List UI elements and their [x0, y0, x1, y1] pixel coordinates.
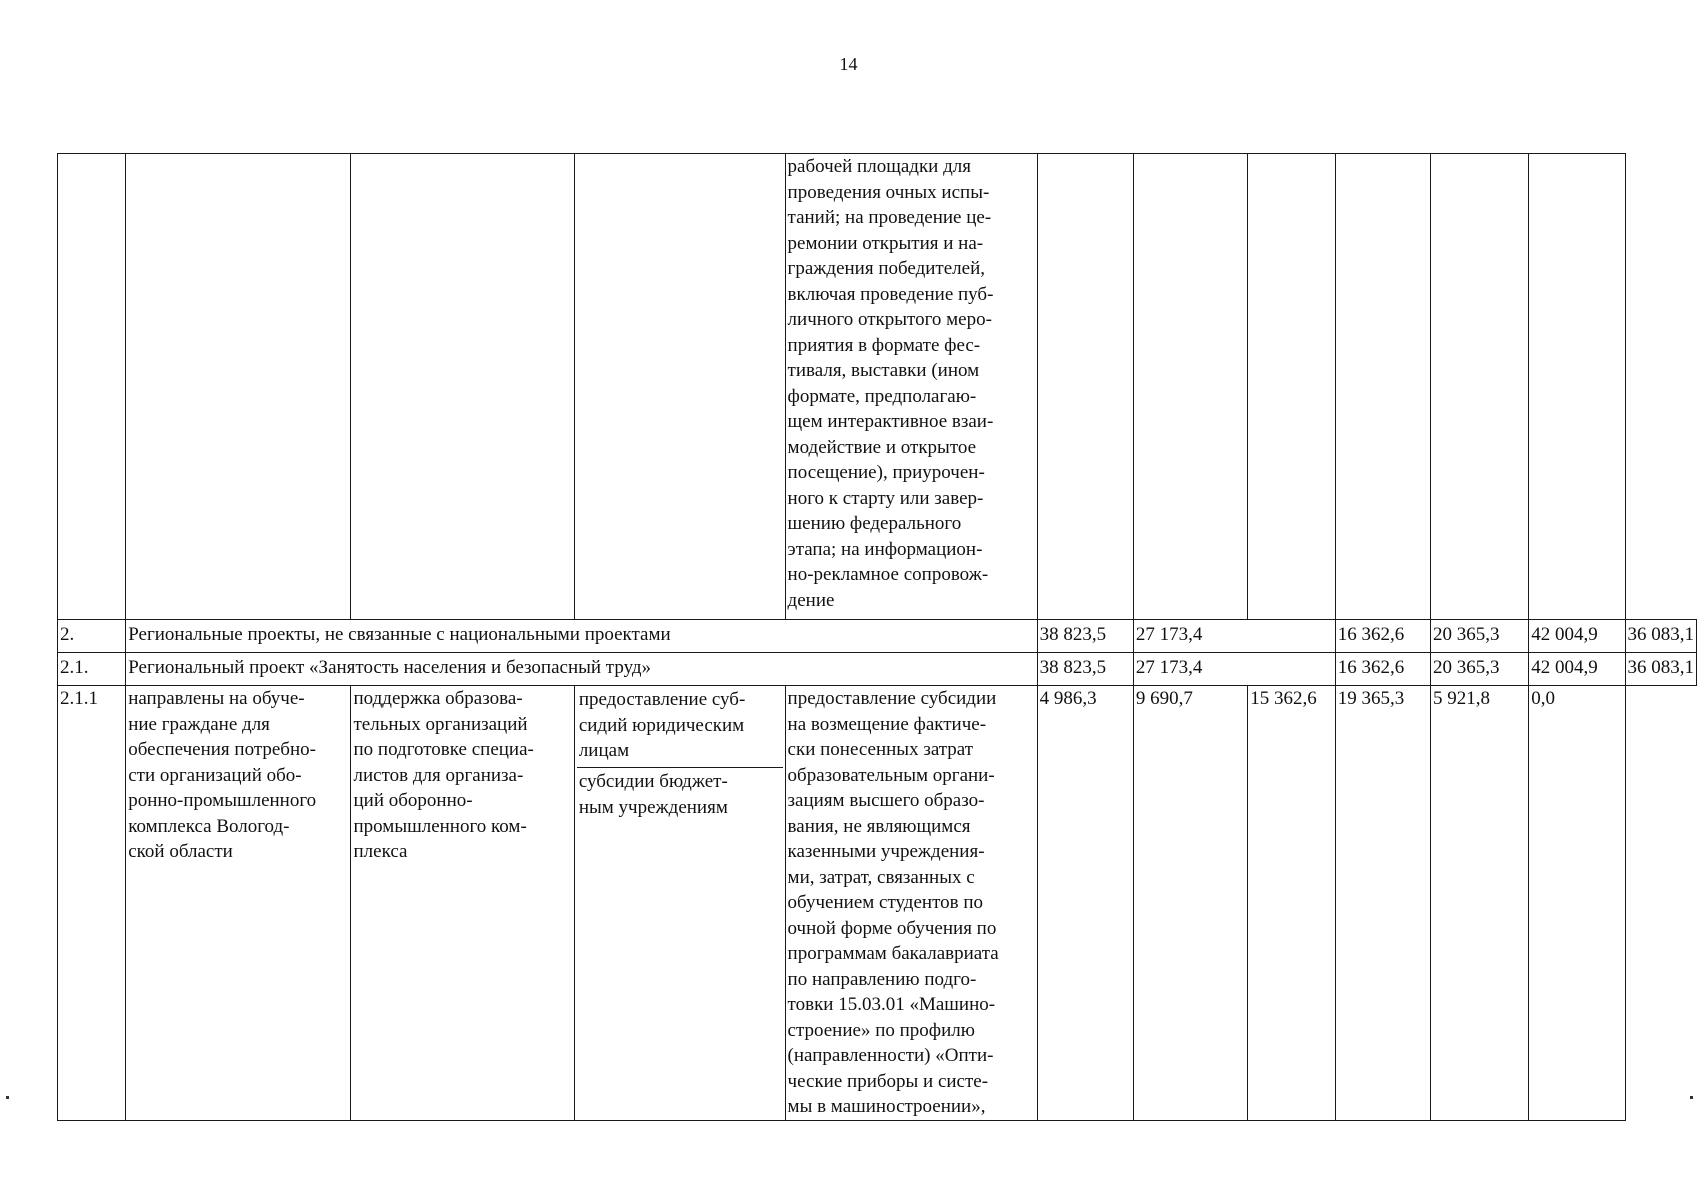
- cell-value: 20 365,3: [1431, 620, 1529, 653]
- cell-num: 2.: [58, 620, 126, 653]
- cell-value: [1133, 154, 1247, 620]
- cell-value: 38 823,5: [1037, 653, 1133, 686]
- cell-description: рабочей площадки для проведения очных испы- таний; на проведение це- ремонии открытия и на- граждения победителей, включая проведение пуб- личного открытого меро- приятия в формате фес- тиваля, выставки (ином формате, предполагаю- щем интерактивное взаи- модействие и открытое посещение), приурочен- ного к старту или завер- шению федерального этапа; на информацион- но-рекламное сопровож- дение: [785, 154, 1037, 620]
- table-row: [58, 154, 1697, 620]
- page-number: 14: [839, 54, 858, 74]
- program-table: [57, 153, 1697, 1121]
- cell-value: 0,0: [1529, 686, 1625, 1121]
- cell-task: поддержка образова- тельных организаций по подготовке специа- листов для организа- ций оборонно- промышленного ком- плекса: [351, 686, 574, 1121]
- table-row-section: [58, 653, 1697, 686]
- cell-value: 19 365,3: [1335, 686, 1430, 1121]
- scan-mark: [6, 1096, 9, 1099]
- cell-value: 42 004,9: [1529, 653, 1625, 686]
- cell-goal: [126, 154, 351, 620]
- cell-num: [58, 154, 126, 620]
- cell-value: [1037, 154, 1133, 620]
- scan-mark: [1690, 1096, 1693, 1099]
- section-title: Региональные проекты, не связанные с национальными проектами: [126, 620, 1037, 653]
- cell-value: [1335, 154, 1430, 620]
- cell-description: предоставление субсидии на возмещение фактиче- ски понесенных затрат образовательным органи- зациям высшего образо- вания, не являющимся казенными учреждения- ми, затрат, связанных с обучением студентов по очной форме обучения по программам бакалавриата по направлению подго- товки 15.03.01 «Машино- строение» по профилю (направленности) «Опти- ческие приборы и систе- мы в машиностроении»,: [785, 686, 1037, 1121]
- cell-num: 2.1.: [58, 653, 126, 686]
- cell-value: [1431, 154, 1529, 620]
- cell-type: [574, 154, 785, 620]
- cell-task: [351, 154, 574, 620]
- cell-num: 2.1.1: [58, 686, 126, 1121]
- type-legal-entities: предоставление суб- сидий юридическим лицам: [577, 686, 783, 768]
- cell-value: 5 921,8: [1431, 686, 1529, 1121]
- cell-value: 27 173,4: [1133, 620, 1335, 653]
- cell-value: [1529, 154, 1625, 620]
- cell-value: [1248, 154, 1336, 620]
- table-row-section: [58, 620, 1697, 653]
- cell-type: [574, 686, 785, 1121]
- cell-value: 9 690,7: [1133, 686, 1247, 1121]
- section-title: Региональный проект «Занятость населения и безопасный труд»: [126, 653, 1037, 686]
- type-budget-institutions: субсидии бюджет- ным учреждениям: [578, 771, 728, 818]
- cell-value: 27 173,4: [1133, 653, 1335, 686]
- cell-value: 16 362,6: [1335, 653, 1430, 686]
- cell-value: 36 083,1: [1625, 620, 1697, 653]
- cell-value: 36 083,1: [1625, 653, 1697, 686]
- cell-goal: направлены на обуче- ние граждане для обеспечения потребно- сти организаций обо- ронно-промышленного комплекса Вологод- ской области: [126, 686, 351, 1121]
- cell-value: 42 004,9: [1529, 620, 1625, 653]
- cell-value: 4 986,3: [1037, 686, 1133, 1121]
- table-row-item: [58, 686, 1697, 1121]
- cell-value: 38 823,5: [1037, 620, 1133, 653]
- cell-value: 16 362,6: [1335, 620, 1430, 653]
- cell-value: 20 365,3: [1431, 653, 1529, 686]
- cell-value: 15 362,6: [1248, 686, 1336, 1121]
